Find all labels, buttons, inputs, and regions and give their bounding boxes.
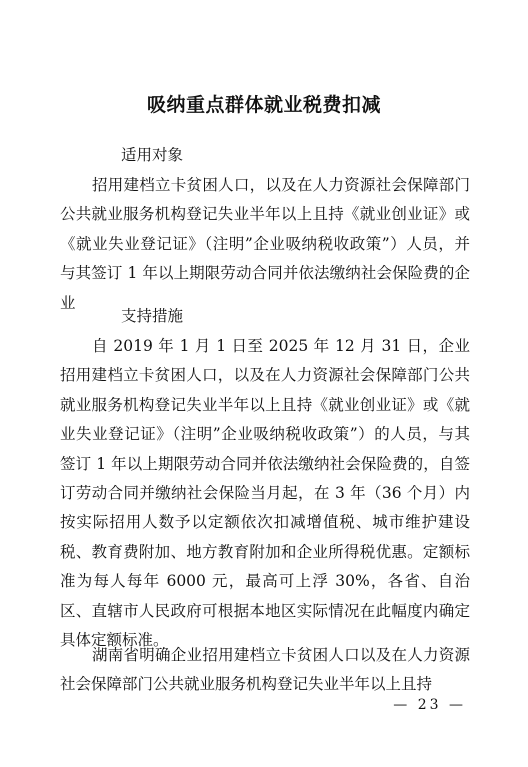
applicable-paragraph: 招用建档立卡贫困人口，以及在人力资源社会保障部门公共就业服务机构登记失业半年以上且持《就业创业证》或《就业失业登记证》（注明”企业吸纳税收政策”）人员，并与其签订 1 年以上期限劳动合同并依法缴纳社会保险费的企业 bbox=[60, 176, 470, 312]
measures-heading: 支持措施 bbox=[121, 307, 184, 325]
applicable-heading: 适用对象 bbox=[121, 146, 184, 164]
page-number: — 23 — bbox=[393, 697, 466, 713]
hunan-paragraph: 湖南省明确企业招用建档立卡贫困人口以及在人力资源社会保障部门公共就业服务机构登记失业半年以上且持 bbox=[60, 646, 470, 694]
measures-paragraph: 自 2019 年 1 月 1 日至 2025 年 12 月 31 日，企业招用建档立卡贫困人口，以及在人力资源社会保障部门公共就业服务机构登记失业半年以上且持《就业创业证》或《就业失业登记证》（注明”企业吸纳税收政策”）的人员，与其签订 1 年以上期限劳动合同并依法缴纳社会保险费的，自签订劳动合同并缴纳社会保险当月起，在 3 年（36 个月）内按实际招用人数予以定额依次扣减增值税、城市维护建设税、教育费附加、地方教育附加和企业所得税优惠。定额标准为每人每年 6000 元，最高可上浮 30%，各省、自治区、直辖市人民政府可根据本地区实际情况在此幅度内确定具体定额标准。 bbox=[60, 337, 470, 650]
page-title: 吸纳重点群体就业税费扣减 bbox=[146, 94, 381, 116]
